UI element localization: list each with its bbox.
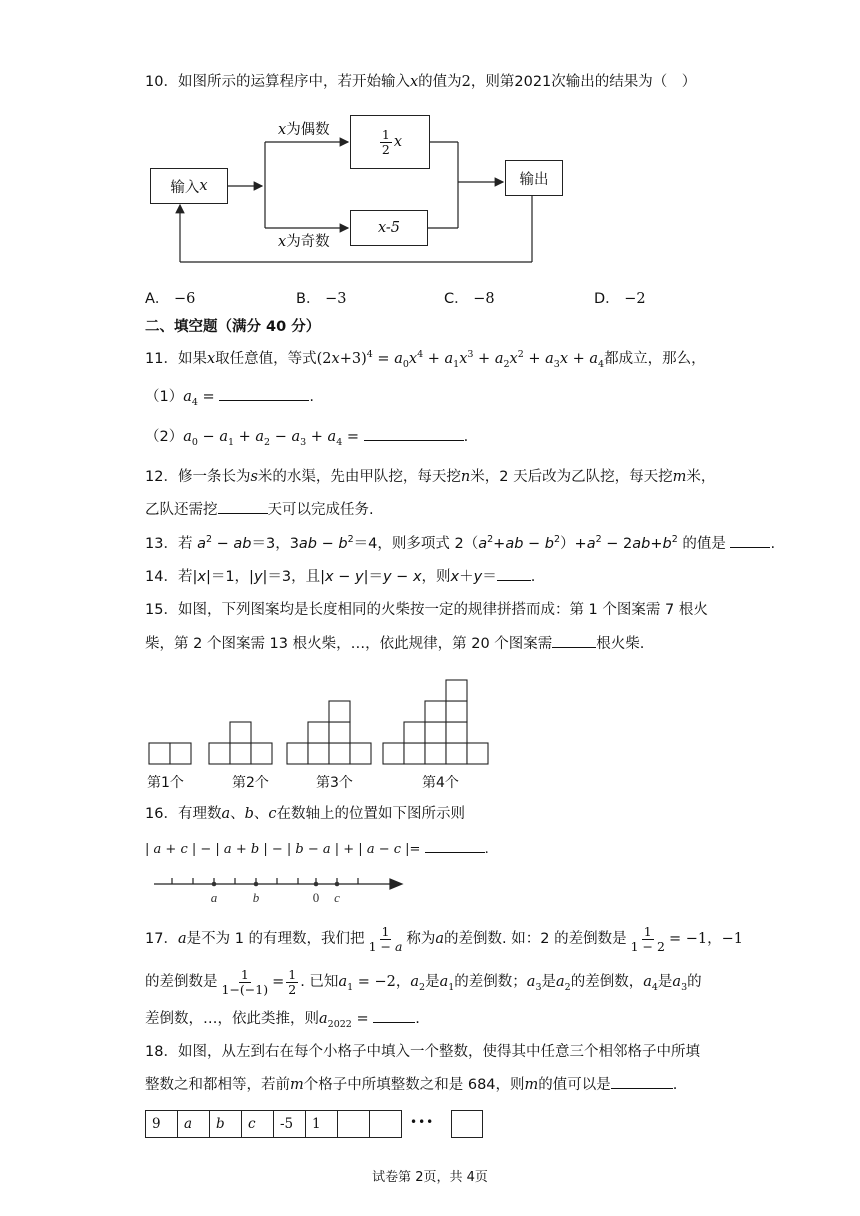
figure-label: 第4个 (422, 775, 459, 791)
grid-cell-last[interactable] (451, 1110, 483, 1138)
q10-option-a[interactable]: A． −6 (145, 291, 196, 307)
answer-blank[interactable] (218, 499, 268, 514)
matchstick-figure (140, 672, 500, 772)
axis-label-a: a (210, 890, 218, 905)
q13: 13．若 $a^2 - ab=3$，$3ab - b^2=4$，则多项式 $2(a^2+ab - b^2)+a^2 - 2ab+b^2$ 的值是 . (145, 534, 776, 552)
q11-stem: 11．如果x取任意值，等式$(2x+3)^4 = a_0x^4 + a_1x^3 + a_2x^2 + a_3x + a_4$都成立，那么， (145, 349, 706, 370)
q11-part1: $(1)a_4$ = . (145, 386, 314, 408)
q16-line1: 16．有理数a、b、c在数轴上的位置如下图所示则 (145, 806, 466, 822)
grid-cell: b (209, 1110, 242, 1138)
q17-line3: 差倒数，…，依此类推，则$a_{2022}$ = . (145, 1008, 420, 1030)
q11-part2: $(2)a_0 - a_1 + a_2 - a_3 + a_4$ = . (145, 426, 468, 448)
q10-option-d[interactable]: D． −2 (594, 291, 646, 307)
q12-line2: 乙队还需挖 天可以完成任务. (145, 499, 374, 521)
axis-label-c: c (334, 890, 340, 905)
axis-label-b: b (252, 890, 260, 905)
flowchart (140, 110, 580, 270)
section-heading: 二、填空题（满分 40 分） (145, 319, 321, 335)
number-line (150, 870, 410, 906)
flow-output-box: 输出 (505, 160, 563, 196)
flow-half-box: $\frac{1}{2}$ x (350, 115, 430, 169)
flow-minus-box: x-5 (350, 210, 428, 246)
grid-cell: -5 (273, 1110, 306, 1138)
answer-blank[interactable] (497, 566, 531, 581)
q17-line2: 的差倒数是 $\frac{1}{1-(-1)}$ = $\frac{1}{2}$ . 已知$a_1 = -2$，$a_2$是$a_1$的差倒数；$a_3$是$a_2$的差倒数，$a_4$是$a_3$的 (145, 966, 702, 997)
answer-blank[interactable] (425, 838, 485, 853)
grid-cell[interactable] (337, 1110, 370, 1138)
grid-cell: a (177, 1110, 210, 1138)
q10-option-c[interactable]: C． −8 (444, 291, 495, 307)
q15-line1: 15．如图，下列图案均是长度相同的火柴按一定的规律拼搭而成：第 1 个图案需 7 根火 (145, 602, 708, 618)
figure-label: 第1个 (147, 775, 184, 791)
answer-blank[interactable] (611, 1074, 673, 1089)
figure-label: 第3个 (316, 775, 353, 791)
axis-label-zero: 0 (312, 890, 320, 905)
q14: 14．若|x|＝1，|y|＝3，且|x − y|＝y − x，则x＋y＝ . (145, 566, 535, 588)
grid-cell[interactable] (369, 1110, 402, 1138)
q17-line1: 17．a是不为 1 的有理数，我们把 $\frac{1}{1 - a}$ 称为a的差倒数. 如：2 的差倒数是 $\frac{1}{1 - 2}$ = −1，−1 (145, 923, 743, 954)
q16-expression: | a + c | − | a + b | − | b − a | + | a − c |= . (145, 838, 489, 861)
page-footer: 试卷第 2页，共 4页 (372, 1170, 488, 1185)
flow-even-label: x为偶数 (278, 122, 330, 138)
grid-cell: 9 (145, 1110, 178, 1138)
answer-blank[interactable] (730, 533, 770, 548)
answer-blank[interactable] (219, 386, 309, 401)
answer-blank[interactable] (364, 426, 464, 441)
answer-blank[interactable] (373, 1008, 415, 1023)
q10-stem: 10．如图所示的运算程序中，若开始输入x的值为2，则第2021次输出的结果为（ ） (145, 74, 697, 90)
q12-line1: 12．修一条长为s米的水渠，先由甲队挖，每天挖n米，2 天后改为乙队挖，每天挖m米， (145, 469, 716, 485)
figure-label: 第2个 (232, 775, 269, 791)
grid-cell: 1 (305, 1110, 338, 1138)
flow-input-box: 输入 x (150, 168, 228, 204)
q15-line2: 柴，第 2 个图案需 13 根火柴，…，依此规律，第 20 个图案需 根火柴. (145, 633, 644, 655)
flow-odd-label: x为奇数 (278, 234, 330, 250)
grid-cell: c (241, 1110, 274, 1138)
answer-blank[interactable] (552, 633, 596, 648)
q18-line1: 18．如图，从左到右在每个小格子中填入一个整数，使得其中任意三个相邻格子中所填 (145, 1044, 700, 1060)
q18-line2: 整数之和都相等，若前m个格子中所填整数之和是 684，则m的值可以是 . (145, 1074, 677, 1096)
ellipsis-dots: ••• (410, 1115, 435, 1129)
q10-option-b[interactable]: B． −3 (296, 291, 347, 307)
